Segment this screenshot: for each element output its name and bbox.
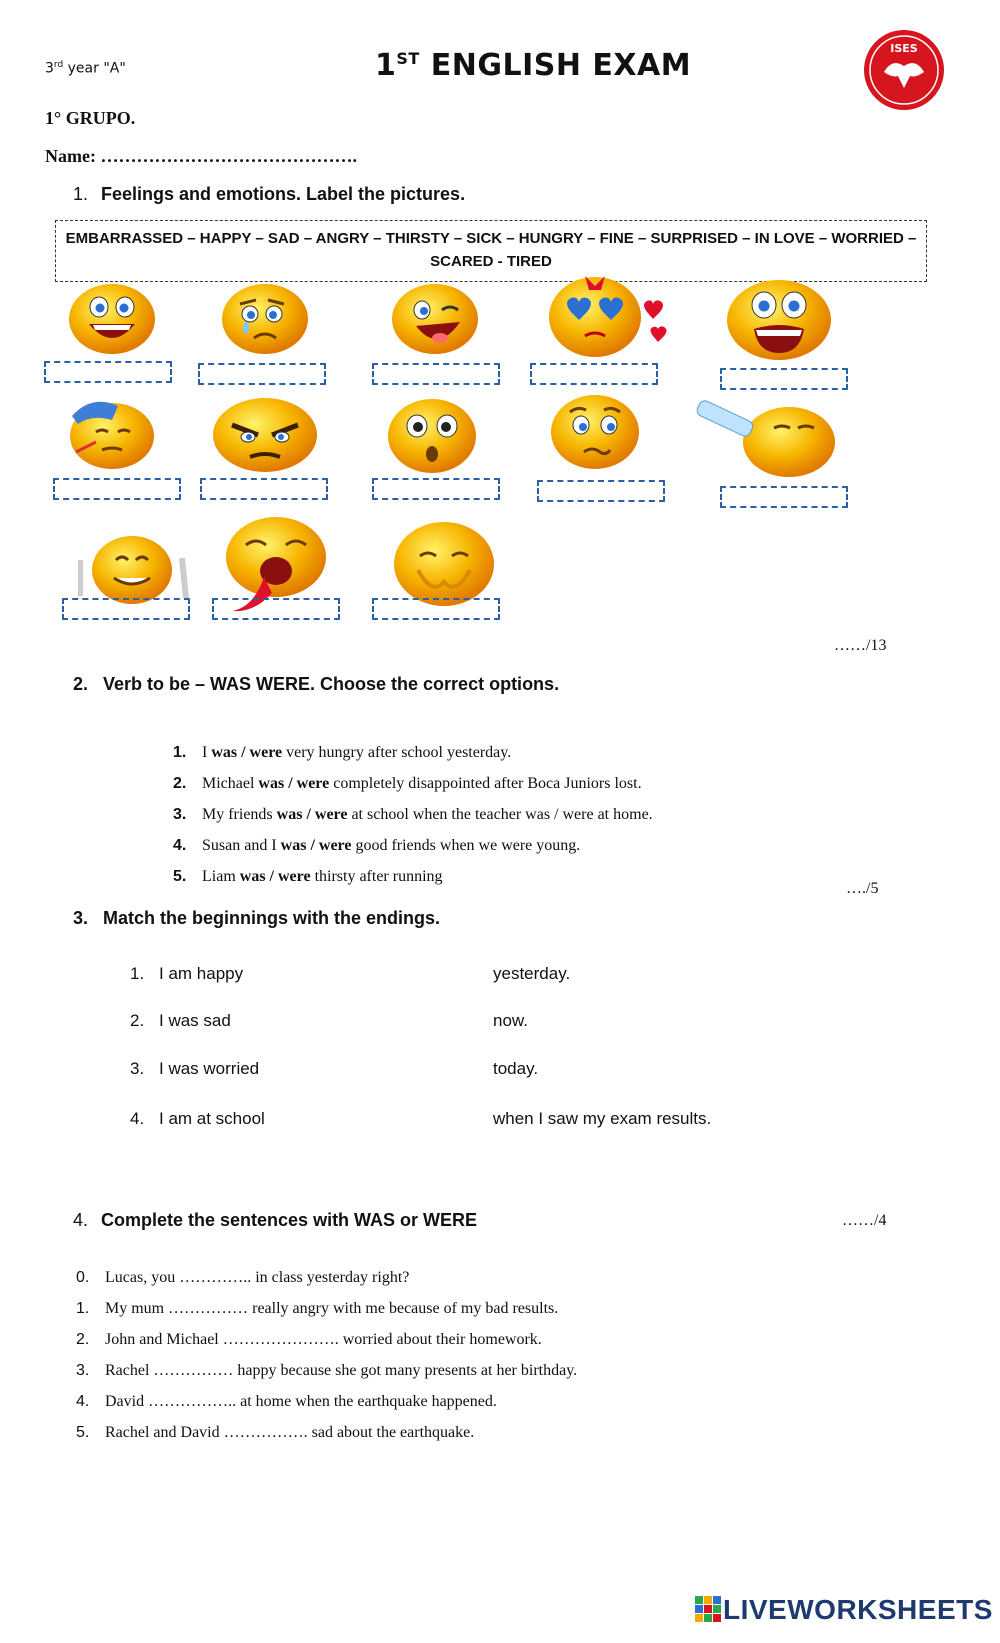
section2-item: 4. Susan and I was / were good friends when we were young.: [173, 837, 581, 854]
logo-text: ISES: [890, 42, 918, 55]
section2-heading: [73, 674, 559, 695]
section1-number: 1.: [73, 184, 89, 204]
section4-item[interactable]: 2. John and Michael …………………. worried about their homework.: [76, 1331, 542, 1348]
section4-item[interactable]: 3. Rachel …………… happy because she got many presents at her birthday.: [76, 1362, 578, 1379]
word-bank-line1: EMBARRASSED – HAPPY – SAD – ANGRY – THIRSTY – SICK – HUNGRY – FINE – SURPRISED – IN LOVE – WORRIED –: [65, 230, 917, 247]
answer-blank-10[interactable]: [720, 486, 848, 508]
section1-heading: [73, 184, 465, 205]
section3-title: Match the beginnings with the endings.: [103, 908, 440, 928]
word-bank-line2: SCARED - TIRED: [430, 253, 552, 270]
scared-face-icon: [724, 277, 834, 363]
answer-blank-11[interactable]: [62, 598, 190, 620]
match-beginning[interactable]: 1. I am happy: [130, 964, 244, 983]
section4-item[interactable]: 0. Lucas, you ………….. in class yesterday right?: [76, 1269, 410, 1286]
sad-face-icon: [220, 282, 310, 356]
section2-item: 5. Liam was / were thirsty after running: [173, 868, 443, 885]
section1-score: ……/13: [834, 637, 887, 654]
section2-title: Verb to be – WAS WERE. Choose the correct options.: [103, 674, 560, 694]
was-were-option[interactable]: was / were: [258, 775, 330, 792]
word-bank: [55, 220, 927, 282]
angry-face-icon: [210, 395, 320, 475]
section4-heading: [73, 1210, 477, 1231]
answer-blank-1[interactable]: [44, 361, 172, 383]
thirsty-face-icon: [694, 400, 839, 480]
section3-heading: [73, 908, 440, 929]
happy-face-icon: [67, 282, 157, 356]
section4-list: [76, 1262, 577, 1448]
class-label: 3rd year "A": [45, 60, 126, 77]
match-beginning[interactable]: 4. I am at school: [130, 1109, 265, 1128]
answer-blank-8[interactable]: [372, 478, 500, 500]
answer-blank-6[interactable]: [53, 478, 181, 500]
section4-title: Complete the sentences with WAS or WERE: [101, 1210, 478, 1230]
sick-face-icon: [62, 392, 157, 472]
section2-list: [173, 737, 653, 892]
section1-title: Feelings and emotions. Label the pictures.: [101, 184, 466, 204]
section2-item: 1. I was / were very hungry after school yesterday.: [173, 744, 512, 761]
embarrassed-face-icon: [392, 520, 497, 608]
section4-item[interactable]: 4. David …………….. at home when the earthquake happened.: [76, 1393, 497, 1410]
was-were-option[interactable]: was / were: [280, 837, 352, 854]
answer-blank-2[interactable]: [198, 363, 326, 385]
section4-item[interactable]: 1. My mum …………… really angry with me because of my bad results.: [76, 1300, 559, 1317]
answer-blank-4[interactable]: [530, 363, 658, 385]
school-logo: [862, 28, 946, 112]
winking-face-icon: [390, 282, 480, 356]
section2-item: 2. Michael was / were completely disappointed after Boca Juniors lost.: [173, 775, 642, 792]
section4-score: ……/4: [842, 1212, 887, 1229]
section2-score: …./5: [846, 880, 879, 897]
match-ending[interactable]: now.: [493, 1011, 528, 1030]
answer-blank-3[interactable]: [372, 363, 500, 385]
section3-number: 3.: [73, 908, 89, 928]
section2-item: 3. My friends was / were at school when the teacher was / were at home.: [173, 806, 653, 823]
surprised-face-icon: [385, 396, 480, 476]
was-were-option[interactable]: was / were: [239, 868, 311, 885]
liveworksheets-text: LIVEWORKSHEETS: [723, 1594, 993, 1625]
match-ending[interactable]: today.: [493, 1059, 539, 1078]
section4-number: 4.: [73, 1210, 89, 1230]
match-ending[interactable]: yesterday.: [493, 964, 571, 983]
match-beginning[interactable]: 2. I was sad: [130, 1011, 231, 1030]
answer-blank-9[interactable]: [537, 480, 665, 502]
section4-item[interactable]: 5. Rachel and David ……………. sad about the earthquake.: [76, 1424, 475, 1441]
worried-face-icon: [548, 392, 643, 472]
name-field[interactable]: Name: …………………………………….: [45, 146, 357, 166]
exam-title: 1ST ENGLISH EXAM: [375, 48, 692, 83]
answer-blank-5[interactable]: [720, 368, 848, 390]
was-were-option[interactable]: was / were: [276, 806, 348, 823]
match-beginning[interactable]: 3. I was worried: [130, 1059, 260, 1078]
answer-blank-12[interactable]: [212, 598, 340, 620]
group-label: 1° GRUPO.: [45, 108, 136, 128]
was-were-option[interactable]: was / were: [211, 744, 283, 761]
section2-number: 2.: [73, 674, 89, 694]
answer-blank-13[interactable]: [372, 598, 500, 620]
match-ending[interactable]: when I saw my exam results.: [493, 1109, 712, 1128]
liveworksheets-icon: [695, 1596, 721, 1622]
answer-blank-7[interactable]: [200, 478, 328, 500]
liveworksheets-logo: [695, 1594, 993, 1626]
in-love-face-icon: [545, 272, 675, 362]
